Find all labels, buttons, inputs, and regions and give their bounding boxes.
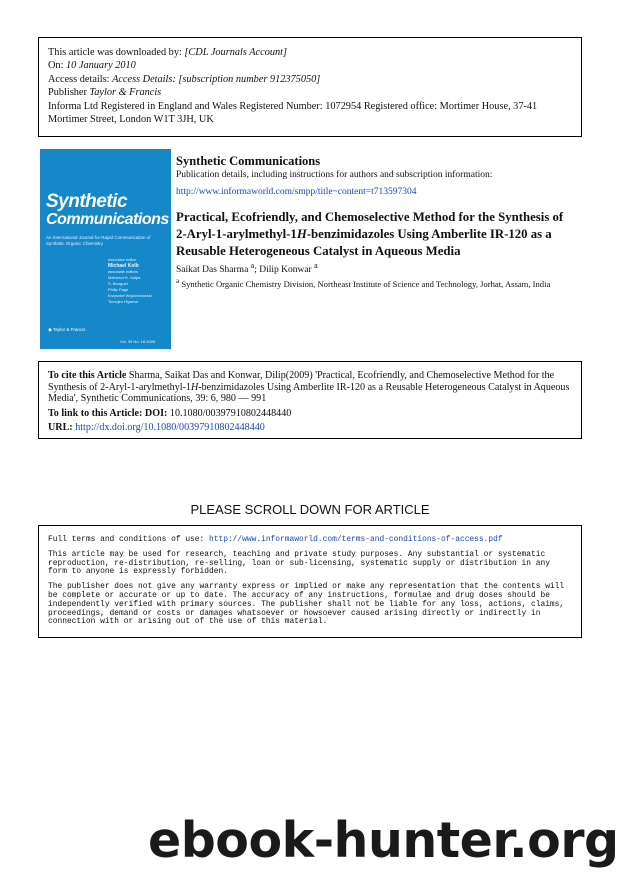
access-details-line: Access details: Access Details: [subscription number 912375050] <box>48 73 321 85</box>
watermark: ebook-hunter.org <box>148 812 619 869</box>
cover-title-line1: Synthetic <box>46 191 128 212</box>
journal-name: Synthetic Communications <box>176 154 321 168</box>
access-details: Access Details: [subscription number 912375050] <box>112 73 321 85</box>
publisher-name: Taylor & Francis <box>89 87 162 99</box>
terms-url-link[interactable]: http://www.informaworld.com/terms-and-conditions-of-access.pdf <box>209 535 503 544</box>
journal-url-link[interactable]: http://www.informaworld.com/smpp/title~content=t713597304 <box>176 187 417 197</box>
doi-line: To link to this Article: DOI: 10.1080/00397910802448440 <box>48 407 292 419</box>
authors: Saikat Das Sharma $^a$; Dilip Konwar $^a$ <box>176 261 318 276</box>
downloaded-by-line: This article was downloaded by: [CDL Journals Account] <box>48 47 288 58</box>
cover-editors: executive editor Michael Kolb associate editors Mahmud H. Golpe S. Bouguet Philip Page Krzysztof Wojciechowski Tomojiro Hiyama <box>108 257 152 304</box>
affiliation: $^a$ Synthetic Organic Chemistry Division, Northeast Institute of Science and Technology, Jorhat, Assam, India <box>176 277 551 290</box>
cover-volume: Vol. 39 No. 18 2009 <box>120 339 156 344</box>
download-date-line: On: 10 January 2010 <box>48 60 136 72</box>
terms-paragraph-2: The publisher does not give any warranty express or implied or make any representation that the contents will be complete or accurate or up to date. The accuracy of any instructions, formulae and drug doses should be independently verified with primary sources. The publisher shall not be liable for any loss, actions, claims, proceedings, demand or costs or damages whatsoever or howsoever caused arising directly or indirectly in connection with or arising out of the use of this material. <box>48 582 565 627</box>
download-info-box <box>38 37 582 137</box>
taylor-francis-logo: ◉ Taylor & Francis <box>48 327 86 332</box>
cover-title-line2: Communications <box>46 211 169 228</box>
doi-value: 10.1080/00397910802448440 <box>169 407 292 419</box>
registration-info: Informa Ltd Registered in England and Wales Registered Number: 1072954 Registered office: Mortimer House, 37-41 Mortimer Street, London W1T 3JH, UK <box>48 100 538 126</box>
cover-subtitle: An International Journal for Rapid Communication of Synthetic Organic Chemistry <box>46 235 151 246</box>
citation-text: To cite this Article Sharma, Saikat Das and Konwar, Dilip(2009) 'Practical, Ecofriendly, and Chemoselective Method for the Synthesis of 2-Aryl-1-arylmethyl-1H-benzimidazoles Using Amberlite IR-120 as a Reusable Heterogeneous Catalyst in Aqueous Media', Synthetic Communications, 39: 6, 980 — 991 <box>48 370 570 405</box>
terms-line: Full terms and conditions of use: http://www.informaworld.com/terms-and-conditions-of-access.pdf <box>48 535 503 544</box>
terms-paragraph-1: This article may be used for research, teaching and private study purposes. Any substantial or systematic reproduction, re-distribution, re-selling, loan or sub-licensing, systematic supply or distribution in any form to anyone is expressly forbidden. <box>48 549 550 577</box>
doi-url-link[interactable]: http://dx.doi.org/10.1080/00397910802448440 <box>75 422 265 434</box>
article-metadata <box>176 154 576 290</box>
article-title: Practical, Ecofriendly, and Chemoselective Method for the Synthesis of 2-Aryl-1-arylmethyl-1H-benzimidazoles Using Amberlite IR-120 as a Reusable Heterogeneous Catalyst in Aqueous Media <box>176 210 564 258</box>
scroll-notice: PLEASE SCROLL DOWN FOR ARTICLE <box>190 502 430 517</box>
publication-details: Publication details, including instructions for authors and subscription information: <box>176 170 493 180</box>
download-date: 10 January 2010 <box>66 60 136 72</box>
publisher-line: Publisher Taylor & Francis <box>48 87 162 99</box>
account-name: [CDL Journals Account] <box>184 47 288 58</box>
journal-cover-image <box>40 149 171 349</box>
publisher-logo-icon: ◉ <box>48 327 52 332</box>
citation-box <box>38 361 582 439</box>
url-line: URL: http://dx.doi.org/10.1080/00397910802448440 <box>48 422 265 434</box>
terms-box <box>38 525 582 638</box>
